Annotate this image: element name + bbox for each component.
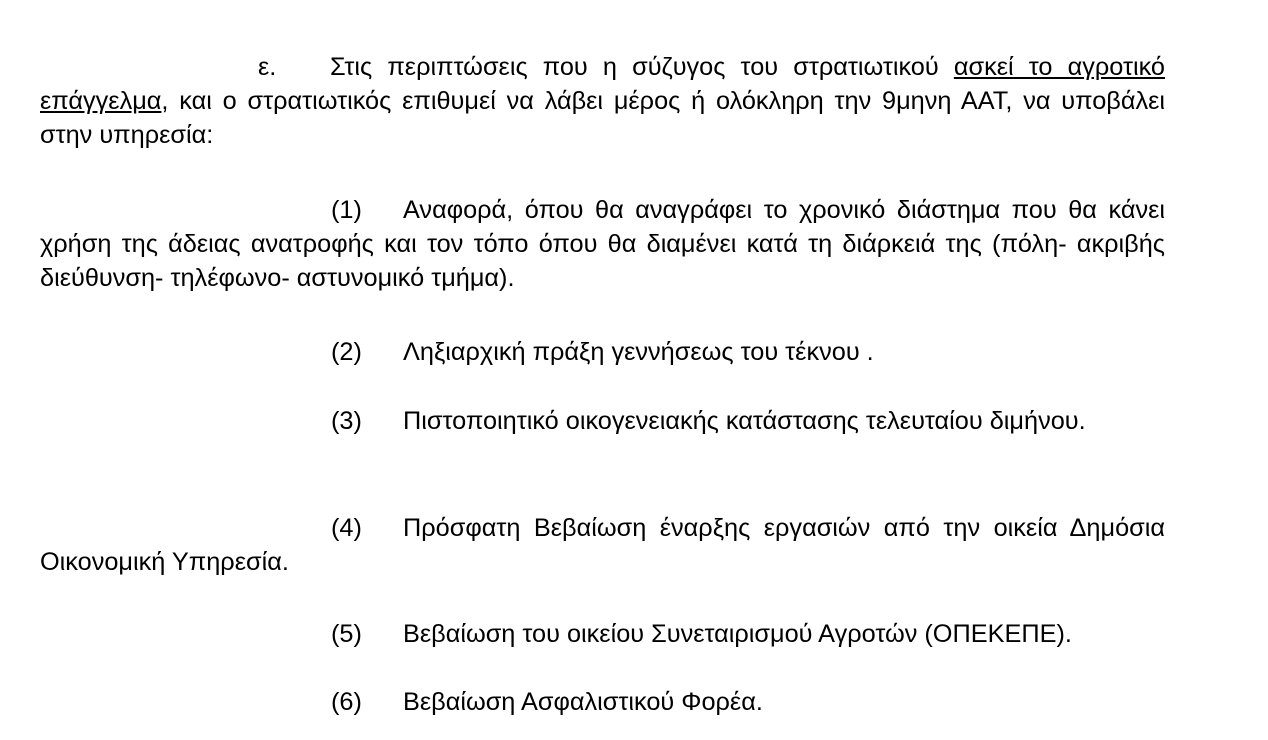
list-item-1: [40, 193, 1165, 295]
list-item-2: [40, 335, 1165, 369]
list-item-6-marker: (6): [331, 688, 362, 716]
paragraph-e: [40, 50, 1165, 152]
list-item-4: [40, 511, 1165, 579]
list-item-1-text: Αναφορά, όπου θα αναγράφει το χρονικό διάστημα που θα κάνει χρήση της άδειας ανατροφής και τον τόπο όπου θα διαμένει κατά τη διάρκειά της (πόλη- ακριβής διεύθυνση- τηλέφωνο- αστυνομικό τμήμα).: [40, 196, 1165, 292]
paragraph-e-text-start: Στις περιπτώσεις που η σύζυγος του στρατιωτικού: [330, 53, 954, 81]
list-item-4-text: Πρόσφατη Βεβαίωση έναρξης εργασιών από την οικεία Δημόσια Οικονομική Υπηρεσία.: [40, 514, 1165, 576]
list-item-3: [40, 404, 1165, 438]
list-item-5-text: Βεβαίωση του οικείου Συνεταιρισμού Αγροτών (ΟΠΕΚΕΠΕ).: [403, 620, 1072, 648]
paragraph-e-underlined-text: ασκεί το αγροτικό επάγγελμα: [40, 53, 1165, 115]
list-item-3-marker: (3): [331, 407, 362, 435]
list-item-5: [40, 617, 1165, 651]
paragraph-e-text-end: , και ο στρατιωτικός επιθυμεί να λάβει μέρος ή ολόκληρη την 9μηνη ΑΑΤ, να υποβάλει στην υπηρεσία:: [40, 87, 1165, 149]
list-item-5-marker: (5): [331, 620, 362, 648]
list-item-6: [40, 685, 1165, 719]
list-item-4-marker: (4): [331, 514, 362, 542]
list-item-1-marker: (1): [331, 196, 362, 224]
list-item-6-text: Βεβαίωση Ασφαλιστικού Φορέα.: [403, 688, 763, 716]
paragraph-e-marker: ε.: [258, 53, 277, 81]
list-item-2-text: Ληξιαρχική πράξη γεννήσεως του τέκνου .: [403, 338, 874, 366]
list-item-3-text: Πιστοποιητικό οικογενειακής κατάστασης τελευταίου διμήνου.: [403, 407, 1086, 435]
list-item-2-marker: (2): [331, 338, 362, 366]
